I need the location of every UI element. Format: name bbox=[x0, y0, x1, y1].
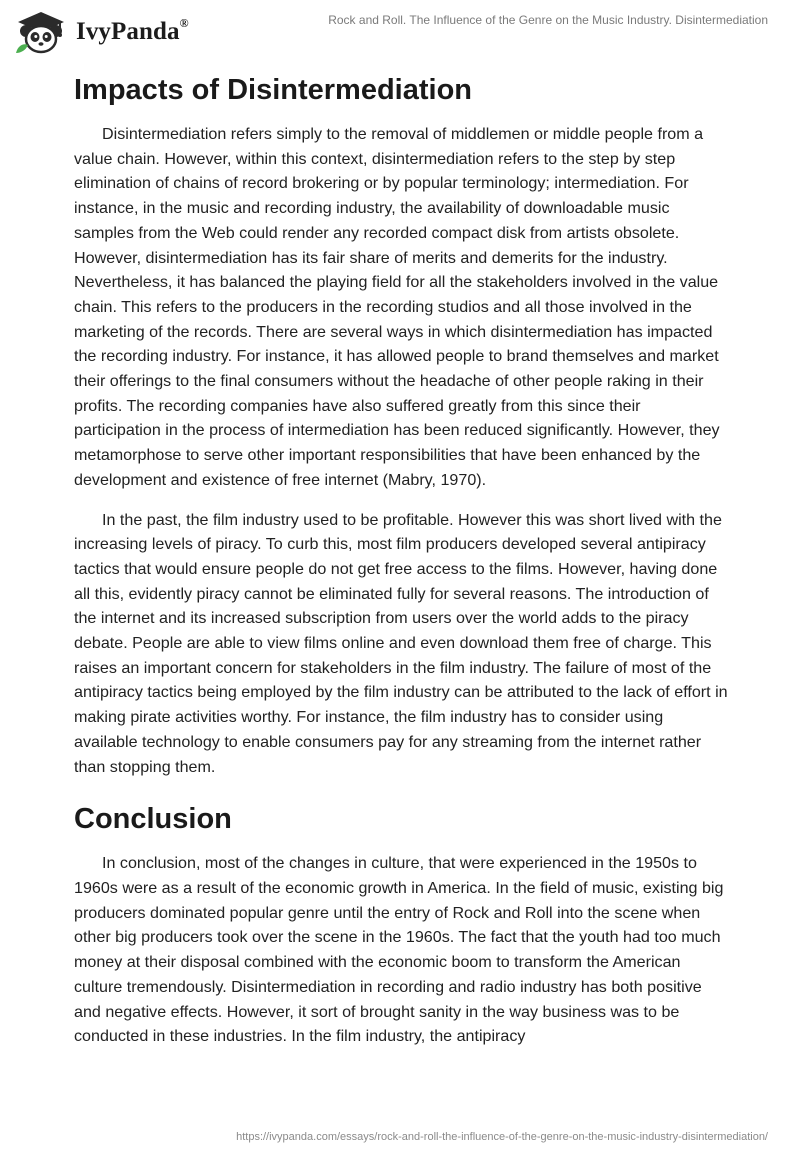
document-body bbox=[74, 68, 730, 1064]
section-heading-impacts: Impacts of Disintermediation bbox=[74, 74, 473, 106]
paragraph: In the past, the film industry used to be profitable. However this was short lived with the increasing levels of piracy. To curb this, most film producers developed several antipiracy tactics that would ensure people do not get free access to the films. However, having done all this, evidently piracy cannot be eliminated fully for several reasons. The introduction of the internet and its increased subscription from users over the world adds to the piracy debate. People are able to view films online and even download them free of charge. This raises an important concern for stakeholders in the film industry. The failure of most of the antipiracy tactics being employed by the film industry can be attributed to the lack of effort in making pirate activities worthy. For instance, the film industry has to consider using available technology to enable consumers pay for any streaming from the internet rather than stopping them. bbox=[74, 510, 728, 776]
paragraph: In conclusion, most of the changes in culture, that were experienced in the 1950s to 1960s were as a result of the economic growth in America. In the field of music, existing big producers dominated popular genre until the entry of Rock and Roll into the scene when other big producers took over the scene in the 1960s. The fact that the youth had too much money at their disposal combined with the economic boom to transform the American culture tremendously. Disintermediation in recording and radio industry has both positive and negative effects. However, it sort of brought sanity in the way business was to be conducted in these industries. In the film industry, the antipiracy bbox=[74, 854, 724, 1046]
section-heading-conclusion: Conclusion bbox=[74, 803, 232, 836]
registered-mark: ® bbox=[179, 15, 189, 30]
source-url[interactable]: https://ivypanda.com/essays/rock-and-roll-the-influence-of-the-genre-on-the-music-industry-disintermediation/ bbox=[236, 1131, 768, 1143]
document-title: Rock and Roll. The Influence of the Genre on the Music Industry. Disintermediation bbox=[328, 13, 768, 27]
panda-graduate-icon bbox=[14, 9, 68, 55]
logo[interactable] bbox=[14, 6, 189, 58]
paragraph: Disintermediation refers simply to the removal of middlemen or middle people from a value chain. However, within this context, disintermediation refers to the step by step elimination of chains of record brokering or by popular terminology; intermediation. For instance, in the music and recording industry, the availability of downloadable music samples from the Web could render any recorded compact disk from artists obsolete. However, disintermediation has its fair share of merits and demerits for the industry. Nevertheless, it has balanced the playing field for all the stakeholders involved in the value chain. This refers to the producers in the recording studios and all those involved in the marketing of the records. There are several ways in which disintermediation has impacted the recording industry. For instance, it has allowed people to brand themselves and market their offerings to the final consumers without the headache of other people raking in their profits. The recording companies have also suffered greatly from this since their participation in the process of intermediation has been reduced significantly. However, they metamorphose to serve other important responsibilities that have been enhanced by the development and existence of free internet (Mabry, 1970). bbox=[74, 125, 720, 489]
logo-text: IvyPanda® bbox=[76, 15, 189, 45]
